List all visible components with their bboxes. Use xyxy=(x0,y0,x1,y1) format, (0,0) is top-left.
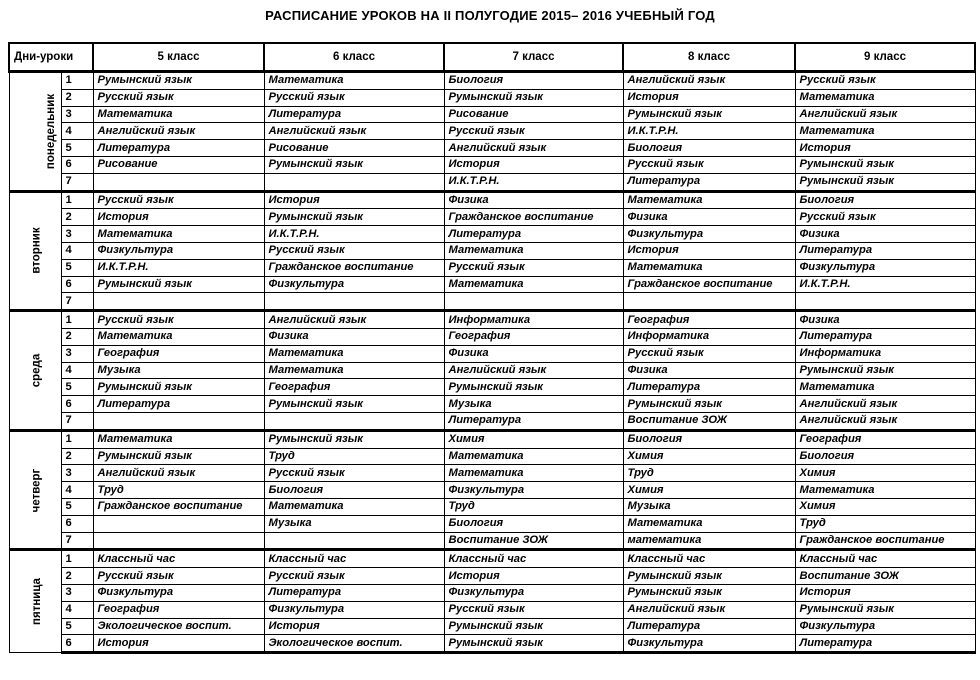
lesson-cell: Математика xyxy=(623,515,795,532)
lesson-cell: География xyxy=(93,601,264,618)
lesson-cell: Математика xyxy=(795,89,975,106)
lesson-cell: Музыка xyxy=(623,498,795,515)
lesson-number: 3 xyxy=(61,106,93,123)
lesson-number: 1 xyxy=(61,311,93,329)
lesson-cell: Русский язык xyxy=(264,568,444,585)
lesson-cell: Информатика xyxy=(795,345,975,362)
lesson-cell: Русский язык xyxy=(93,311,264,329)
lesson-cell: Экологическое воспит. xyxy=(93,618,264,635)
lesson-cell: Английский язык xyxy=(444,362,623,379)
lesson-number: 4 xyxy=(61,362,93,379)
table-row xyxy=(9,635,975,653)
lesson-cell: Русский язык xyxy=(444,259,623,276)
lesson-cell: Русский язык xyxy=(264,465,444,482)
lesson-cell: Классный час xyxy=(93,550,264,568)
table-row xyxy=(9,242,975,259)
table-row xyxy=(9,584,975,601)
lesson-cell: Литература xyxy=(264,584,444,601)
table-row xyxy=(9,209,975,226)
header-class-5: 5 класс xyxy=(93,43,264,72)
lesson-cell xyxy=(93,412,264,430)
lesson-cell: История xyxy=(444,156,623,173)
table-row xyxy=(9,396,975,413)
lesson-cell: Английский язык xyxy=(795,106,975,123)
lesson-cell: Английский язык xyxy=(623,72,795,90)
lesson-cell: Рисование xyxy=(93,156,264,173)
lesson-cell: Физика xyxy=(795,226,975,243)
lesson-cell: Биология xyxy=(795,191,975,209)
lesson-cell: Литература xyxy=(623,173,795,191)
lesson-cell: Физика xyxy=(795,311,975,329)
lesson-cell: Физика xyxy=(444,345,623,362)
lesson-cell: Румынский язык xyxy=(795,156,975,173)
lesson-cell: Литература xyxy=(623,379,795,396)
lesson-number: 5 xyxy=(61,140,93,157)
lesson-cell: Английский язык xyxy=(795,412,975,430)
lesson-number: 3 xyxy=(61,584,93,601)
lesson-number: 7 xyxy=(61,412,93,430)
lesson-cell: Русский язык xyxy=(795,209,975,226)
table-row xyxy=(9,618,975,635)
lesson-cell xyxy=(93,515,264,532)
lesson-number: 1 xyxy=(61,550,93,568)
lesson-cell: Литература xyxy=(623,618,795,635)
lesson-number: 6 xyxy=(61,156,93,173)
table-row xyxy=(9,465,975,482)
lesson-cell: Биология xyxy=(623,140,795,157)
lesson-cell: Воспитание ЗОЖ xyxy=(623,412,795,430)
lesson-cell: Физкультура xyxy=(264,276,444,293)
lesson-cell: Рисование xyxy=(264,140,444,157)
lesson-cell: Румынский язык xyxy=(795,173,975,191)
lesson-cell: Румынский язык xyxy=(444,379,623,396)
lesson-cell: Труд xyxy=(93,482,264,499)
lesson-cell: Химия xyxy=(444,430,623,448)
lesson-cell: математика xyxy=(623,532,795,550)
lesson-cell: Математика xyxy=(264,498,444,515)
lesson-cell: Румынский язык xyxy=(264,430,444,448)
lesson-cell: Румынский язык xyxy=(444,89,623,106)
lesson-cell: Физика xyxy=(623,362,795,379)
lesson-number: 4 xyxy=(61,482,93,499)
lesson-cell: Математика xyxy=(795,482,975,499)
lesson-cell: География xyxy=(623,311,795,329)
day-label: понедельник xyxy=(44,93,57,169)
lesson-cell: Русский язык xyxy=(264,89,444,106)
lesson-cell: Литература xyxy=(795,328,975,345)
lesson-cell: Румынский язык xyxy=(444,618,623,635)
lesson-cell: История xyxy=(93,209,264,226)
lesson-cell: Физкультура xyxy=(264,601,444,618)
table-row xyxy=(9,226,975,243)
table-row xyxy=(9,482,975,499)
lesson-cell: Румынский язык xyxy=(93,72,264,90)
lesson-number: 6 xyxy=(61,515,93,532)
lesson-number: 7 xyxy=(61,532,93,550)
lesson-cell: Румынский язык xyxy=(444,635,623,653)
lesson-cell: История xyxy=(795,584,975,601)
lesson-cell: История xyxy=(623,242,795,259)
lesson-cell: Румынский язык xyxy=(264,396,444,413)
lesson-cell: Биология xyxy=(264,482,444,499)
lesson-cell: Гражданское воспитание xyxy=(795,532,975,550)
lesson-cell: Воспитание ЗОЖ xyxy=(795,568,975,585)
lesson-cell: Румынский язык xyxy=(795,362,975,379)
lesson-cell: Труд xyxy=(795,515,975,532)
table-row xyxy=(9,430,975,448)
page-title: РАСПИСАНИЕ УРОКОВ НА II ПОЛУГОДИЕ 2015– 2016 УЧЕБНЫЙ ГОД xyxy=(265,8,715,23)
lesson-cell: Рисование xyxy=(444,106,623,123)
lesson-cell: И.К.Т.Р.Н. xyxy=(795,276,975,293)
lesson-cell: Английский язык xyxy=(444,140,623,157)
lesson-cell: Воспитание ЗОЖ xyxy=(444,532,623,550)
lesson-cell: География xyxy=(444,328,623,345)
lesson-number: 5 xyxy=(61,379,93,396)
lesson-cell: Математика xyxy=(795,379,975,396)
lesson-cell: Русский язык xyxy=(93,191,264,209)
lesson-cell: Математика xyxy=(93,106,264,123)
lesson-cell: Румынский язык xyxy=(93,448,264,465)
lesson-number: 4 xyxy=(61,601,93,618)
lesson-cell: Румынский язык xyxy=(623,106,795,123)
lesson-cell: Английский язык xyxy=(795,396,975,413)
lesson-cell: Математика xyxy=(623,259,795,276)
lesson-cell: Русский язык xyxy=(93,89,264,106)
lesson-cell xyxy=(795,293,975,311)
lesson-cell: Математика xyxy=(264,72,444,90)
lesson-cell: Музыка xyxy=(444,396,623,413)
lesson-cell: Румынский язык xyxy=(93,379,264,396)
header-class-8: 8 класс xyxy=(623,43,795,72)
lesson-cell: Математика xyxy=(444,448,623,465)
lesson-cell: Английский язык xyxy=(93,465,264,482)
lesson-cell: Математика xyxy=(93,226,264,243)
lesson-cell: Математика xyxy=(93,430,264,448)
lesson-cell: Математика xyxy=(93,328,264,345)
header-days-lessons: Дни-уроки xyxy=(9,43,93,72)
lesson-cell xyxy=(264,412,444,430)
lesson-cell: Физика xyxy=(623,209,795,226)
lesson-cell: Английский язык xyxy=(93,123,264,140)
header-class-9: 9 класс xyxy=(795,43,975,72)
lesson-number: 5 xyxy=(61,498,93,515)
lesson-cell: Классный час xyxy=(795,550,975,568)
lesson-cell: Румынский язык xyxy=(264,209,444,226)
schedule-table xyxy=(8,42,976,654)
lesson-cell: Английский язык xyxy=(264,311,444,329)
lesson-cell xyxy=(93,173,264,191)
lesson-cell: История xyxy=(444,568,623,585)
lesson-cell: Химия xyxy=(795,498,975,515)
lesson-cell: Английский язык xyxy=(264,123,444,140)
lesson-cell: Литература xyxy=(444,412,623,430)
lesson-cell: История xyxy=(623,89,795,106)
lesson-cell: Классный час xyxy=(444,550,623,568)
table-row xyxy=(9,601,975,618)
lesson-cell: Физкультура xyxy=(93,584,264,601)
day-label: четверг xyxy=(30,468,43,512)
lesson-cell: Румынский язык xyxy=(623,584,795,601)
lesson-number: 7 xyxy=(61,173,93,191)
lesson-cell: Русский язык xyxy=(444,601,623,618)
table-row xyxy=(9,568,975,585)
lesson-cell: Физкультура xyxy=(623,635,795,653)
table-row xyxy=(9,191,975,209)
lesson-cell: Русский язык xyxy=(623,156,795,173)
table-row xyxy=(9,276,975,293)
day-label: пятница xyxy=(30,578,43,626)
lesson-cell: Биология xyxy=(444,515,623,532)
table-row xyxy=(9,515,975,532)
lesson-cell: И.К.Т.Р.Н. xyxy=(623,123,795,140)
header-class-6: 6 класс xyxy=(264,43,444,72)
lesson-number: 2 xyxy=(61,89,93,106)
header-class-7: 7 класс xyxy=(444,43,623,72)
lesson-cell: И.К.Т.Р.Н. xyxy=(264,226,444,243)
lesson-cell: Гражданское воспитание xyxy=(264,259,444,276)
lesson-cell: Румынский язык xyxy=(264,156,444,173)
table-row xyxy=(9,379,975,396)
table-row xyxy=(9,259,975,276)
lesson-cell: Литература xyxy=(93,396,264,413)
lesson-number: 2 xyxy=(61,209,93,226)
schedule-body xyxy=(9,72,975,653)
day-label-cell xyxy=(9,72,61,192)
lesson-cell: Русский язык xyxy=(93,568,264,585)
lesson-cell: Труд xyxy=(444,498,623,515)
lesson-cell: Румынский язык xyxy=(623,568,795,585)
lesson-cell: Физкультура xyxy=(623,226,795,243)
lesson-cell xyxy=(623,293,795,311)
lesson-cell: Информатика xyxy=(444,311,623,329)
lesson-cell xyxy=(264,532,444,550)
lesson-cell: Математика xyxy=(264,345,444,362)
table-row xyxy=(9,532,975,550)
lesson-number: 1 xyxy=(61,191,93,209)
lesson-number: 1 xyxy=(61,430,93,448)
lesson-cell: Музыка xyxy=(264,515,444,532)
lesson-cell: Физкультура xyxy=(795,259,975,276)
lesson-cell: Литература xyxy=(795,242,975,259)
lesson-cell: Гражданское воспитание xyxy=(444,209,623,226)
lesson-cell: Математика xyxy=(444,465,623,482)
lesson-cell: История xyxy=(93,635,264,653)
lesson-cell: Русский язык xyxy=(444,123,623,140)
lesson-cell: История xyxy=(795,140,975,157)
lesson-cell: Математика xyxy=(444,276,623,293)
lesson-number: 7 xyxy=(61,293,93,311)
lesson-cell: География xyxy=(93,345,264,362)
lesson-cell: Математика xyxy=(444,242,623,259)
lesson-cell: Физкультура xyxy=(444,584,623,601)
table-row xyxy=(9,412,975,430)
lesson-cell: Физкультура xyxy=(93,242,264,259)
lesson-cell: Биология xyxy=(623,430,795,448)
lesson-cell: Литература xyxy=(93,140,264,157)
lesson-cell: Гражданское воспитание xyxy=(93,498,264,515)
header-row xyxy=(9,43,975,72)
lesson-cell: Классный час xyxy=(623,550,795,568)
lesson-number: 6 xyxy=(61,276,93,293)
lesson-cell: Труд xyxy=(623,465,795,482)
table-row xyxy=(9,123,975,140)
table-row xyxy=(9,140,975,157)
lesson-cell: Химия xyxy=(623,448,795,465)
lesson-number: 4 xyxy=(61,123,93,140)
lesson-cell: История xyxy=(264,191,444,209)
lesson-cell: И.К.Т.Р.Н. xyxy=(444,173,623,191)
lesson-cell xyxy=(93,532,264,550)
day-label-cell xyxy=(9,191,61,311)
lesson-cell: Информатика xyxy=(623,328,795,345)
lesson-cell: Литература xyxy=(444,226,623,243)
lesson-cell xyxy=(264,293,444,311)
lesson-cell: Физика xyxy=(444,191,623,209)
lesson-number: 2 xyxy=(61,448,93,465)
lesson-cell: Румынский язык xyxy=(93,276,264,293)
table-row xyxy=(9,156,975,173)
lesson-cell: Биология xyxy=(444,72,623,90)
lesson-cell: Химия xyxy=(623,482,795,499)
lesson-cell xyxy=(264,173,444,191)
lesson-number: 4 xyxy=(61,242,93,259)
lesson-cell: История xyxy=(264,618,444,635)
lesson-number: 3 xyxy=(61,226,93,243)
lesson-cell: Экологическое воспит. xyxy=(264,635,444,653)
table-row xyxy=(9,328,975,345)
table-row xyxy=(9,72,975,90)
lesson-cell: Биология xyxy=(795,448,975,465)
lesson-cell: Математика xyxy=(623,191,795,209)
lesson-cell: Русский язык xyxy=(795,72,975,90)
lesson-cell: Литература xyxy=(264,106,444,123)
day-label-cell xyxy=(9,311,61,431)
lesson-cell: И.К.Т.Р.Н. xyxy=(93,259,264,276)
day-label: среда xyxy=(30,353,43,388)
lesson-cell: География xyxy=(795,430,975,448)
lesson-cell: Музыка xyxy=(93,362,264,379)
lesson-number: 6 xyxy=(61,635,93,653)
table-row xyxy=(9,448,975,465)
lesson-cell: Русский язык xyxy=(623,345,795,362)
lesson-cell xyxy=(444,293,623,311)
lesson-cell: Химия xyxy=(795,465,975,482)
lesson-number: 5 xyxy=(61,259,93,276)
lesson-cell: Физкультура xyxy=(795,618,975,635)
lesson-cell: Физкультура xyxy=(444,482,623,499)
lesson-number: 2 xyxy=(61,568,93,585)
table-row xyxy=(9,498,975,515)
lesson-cell: Литература xyxy=(795,635,975,653)
day-label-cell xyxy=(9,550,61,653)
table-row xyxy=(9,106,975,123)
table-row xyxy=(9,362,975,379)
lesson-cell: Румынский язык xyxy=(795,601,975,618)
lesson-cell: Математика xyxy=(795,123,975,140)
lesson-cell: Труд xyxy=(264,448,444,465)
day-label: вторник xyxy=(30,227,43,274)
lesson-number: 6 xyxy=(61,396,93,413)
lesson-cell: Румынский язык xyxy=(623,396,795,413)
lesson-cell: Математика xyxy=(264,362,444,379)
lesson-number: 5 xyxy=(61,618,93,635)
lesson-cell: География xyxy=(264,379,444,396)
table-row xyxy=(9,550,975,568)
lesson-cell: Физика xyxy=(264,328,444,345)
lesson-cell: Английский язык xyxy=(623,601,795,618)
lesson-number: 3 xyxy=(61,465,93,482)
lesson-number: 2 xyxy=(61,328,93,345)
lesson-cell: Классный час xyxy=(264,550,444,568)
lesson-number: 3 xyxy=(61,345,93,362)
table-row xyxy=(9,173,975,191)
day-label-cell xyxy=(9,430,61,550)
lesson-cell: Русский язык xyxy=(264,242,444,259)
table-row xyxy=(9,89,975,106)
table-row xyxy=(9,311,975,329)
table-row xyxy=(9,293,975,311)
lesson-cell xyxy=(93,293,264,311)
table-row xyxy=(9,345,975,362)
lesson-number: 1 xyxy=(61,72,93,90)
lesson-cell: Гражданское воспитание xyxy=(623,276,795,293)
